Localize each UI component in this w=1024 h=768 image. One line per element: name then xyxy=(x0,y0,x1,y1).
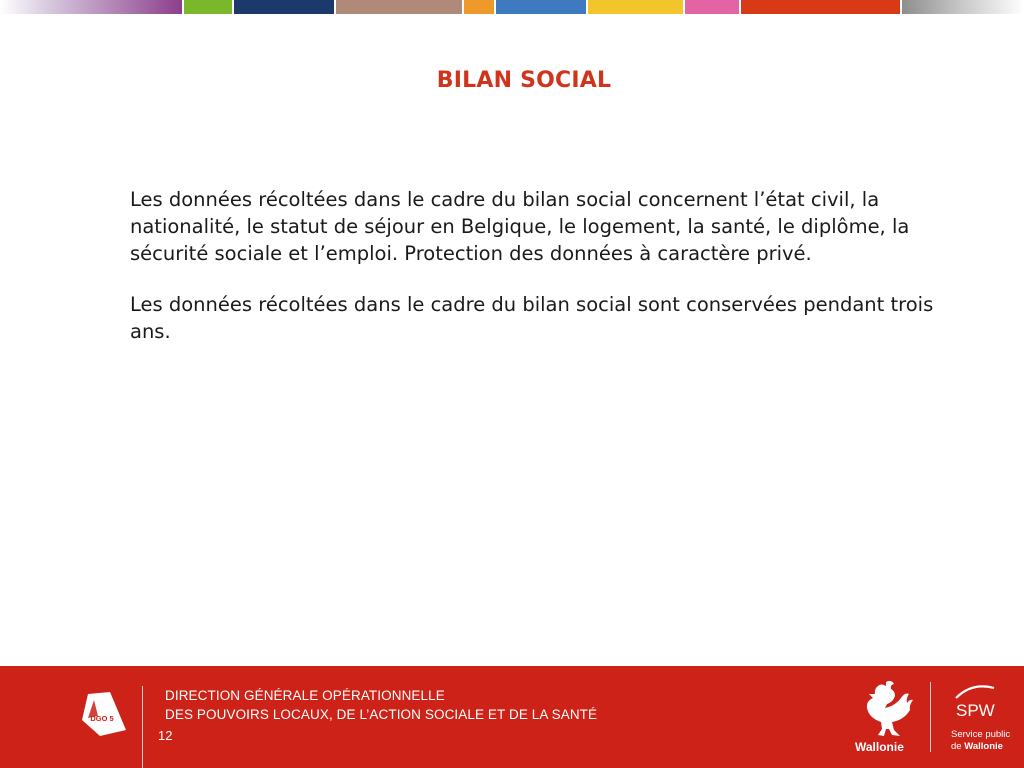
footer-band xyxy=(0,666,1024,768)
rooster-icon xyxy=(852,678,918,740)
strip-segment-blue xyxy=(496,0,586,14)
spw-de: de xyxy=(951,741,962,752)
page-number: 12 xyxy=(158,728,173,743)
direction-line-1: DIRECTION GÉNÉRALE OPÉRATIONNELLE xyxy=(165,688,445,703)
strip-segment-red xyxy=(741,0,900,14)
strip-segment-purple xyxy=(0,0,182,14)
strip-segment-yellow xyxy=(588,0,683,14)
top-color-strip xyxy=(0,0,1024,14)
spw-wallonie: Wallonie xyxy=(964,741,1003,752)
strip-segment-green xyxy=(184,0,232,14)
spw-logo-icon xyxy=(950,684,1010,724)
strip-segment-orange xyxy=(464,0,494,14)
strip-segment-grey xyxy=(902,0,1024,14)
strip-segment-pink xyxy=(685,0,739,14)
body-paragraph-2: Les données récoltées dans le cadre du bilan social sont conservées pendant trois ans. xyxy=(130,293,934,343)
spw-logo-text: SPW xyxy=(956,701,995,720)
direction-title xyxy=(165,686,597,724)
dgo5-logo-text: DGO 5 xyxy=(90,714,114,723)
footer-divider-left xyxy=(142,686,143,768)
spw-service-public: Service public xyxy=(951,729,1011,740)
spw-de-wallonie xyxy=(951,741,1003,752)
direction-line-2: DES POUVOIRS LOCAUX, DE L’ACTION SOCIALE ET DE LA SANTÉ xyxy=(165,707,598,722)
wallonie-label: Wallonie xyxy=(855,740,904,754)
strip-segment-navy xyxy=(234,0,334,14)
dgo5-logo-icon xyxy=(80,690,130,738)
footer-divider-right xyxy=(930,682,931,752)
strip-segment-taupe xyxy=(336,0,462,14)
slide-body xyxy=(130,186,970,369)
slide-title: BILAN SOCIAL xyxy=(436,68,612,93)
body-paragraph-1: Les données récoltées dans le cadre du bilan social concernent l’état civil, la nationalité, le statut de séjour en Belgique, le logement, la santé, le diplôme, la sécurité sociale et l’emploi. Protection des données à caractère privé. xyxy=(130,188,910,265)
